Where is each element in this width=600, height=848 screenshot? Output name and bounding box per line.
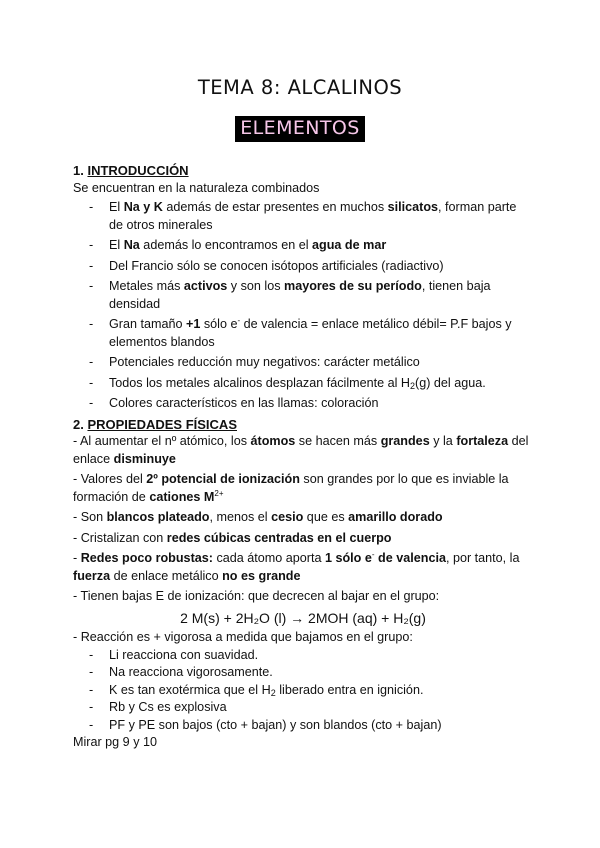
list-item: - Colores característicos en las llamas: coloración (73, 395, 533, 413)
intro-text: Se encuentran en la naturaleza combinados (73, 180, 320, 195)
list-item: - K es tan exotérmica que el $H_2$ liberado entra en ignición. (73, 682, 533, 700)
document-body (73, 162, 533, 752)
paragraph: - Cristalizan con redes cúbicas centradas en el cuerpo (73, 530, 392, 545)
reaction-equation: 2 M(s) + 2H₂O (l) → 2MOH (aq) + H₂(g) (180, 609, 426, 626)
elementos-banner: ELEMENTOS (235, 116, 364, 142)
page-title: TEMA 8: ALCALINOS (197, 76, 403, 99)
intro-list (73, 199, 533, 413)
section-heading-introduccion: 1. INTRODUCCIÓN (73, 163, 189, 178)
list-item: - El Na y K además de estar presentes en muchos silicatos, forman parte de otros minerales (73, 199, 533, 234)
paragraph: - Reacción es + vigorosa a medida que bajamos en el grupo: (73, 630, 413, 644)
section-heading-propiedades: 2. PROPIEDADES FÍSICAS (73, 416, 237, 432)
paragraph: - Valores del 2º potencial de ionización son grandes por lo que es inviable la formación de cationes $M^{2+}$ (73, 472, 509, 504)
list-item: - Potenciales reducción muy negativos: carácter metálico (73, 354, 533, 372)
paragraph: - Tienen bajas E de ionización: que decrecen al bajar en el grupo: (73, 589, 440, 603)
list-item: - Del Francio sólo se conocen isótopos artificiales (radiactivo) (73, 258, 533, 276)
footer-note: Mirar pg 9 y 10 (73, 735, 157, 749)
list-item: - Todos los metales alcalinos desplazan fácilmente al $H_2(g)$ del agua. (73, 375, 533, 393)
list-item: - Rb y Cs es explosiva (73, 699, 533, 717)
list-item: - Na reacciona vigorosamente. (73, 664, 533, 682)
list-item: - Li reacciona con suavidad. (73, 647, 533, 665)
paragraph: - Redes poco robustas: cada átomo aporta 1 sólo e- de valencia, por tanto, la fuerza de enlace metálico no es grande (73, 550, 520, 583)
paragraph: - Son blancos plateado, menos el cesio que es amarillo dorado (73, 510, 443, 524)
list-item: - El Na además lo encontramos en el agua de mar (73, 237, 533, 255)
list-item: - Gran tamaño +1 sólo e- de valencia = enlace metálico débil= P.F bajos y elementos blandos (73, 316, 533, 351)
list-item: - PF y PE son bajos (cto + bajan) y son blandos (cto + bajan) (73, 717, 533, 735)
list-item: - Metales más activos y son los mayores de su período, tienen baja densidad (73, 278, 533, 313)
reaction-list (73, 647, 533, 735)
paragraph: - Al aumentar el nº atómico, los átomos se hacen más grandes y la fortaleza del enlace disminuye (73, 434, 529, 466)
